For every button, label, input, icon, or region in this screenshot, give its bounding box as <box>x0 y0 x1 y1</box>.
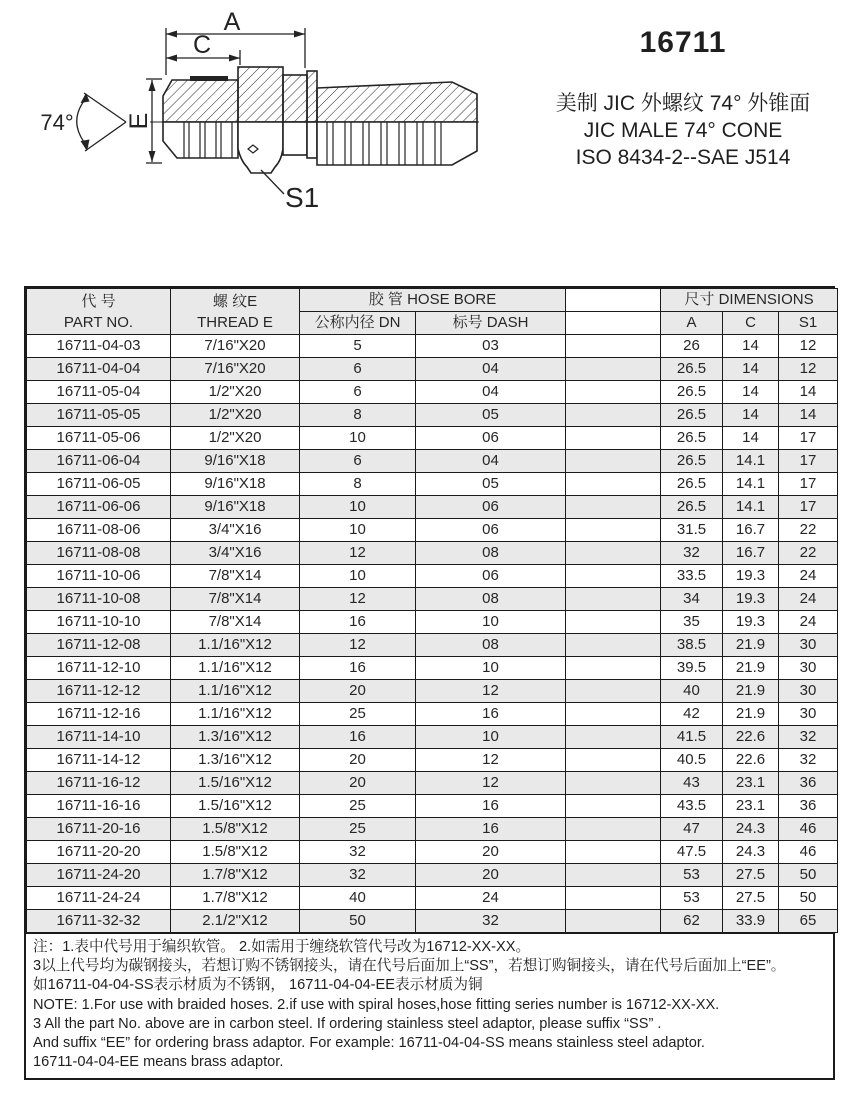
col-header-thread-cn: 螺 纹E <box>212 292 258 310</box>
table-cell: 1/2"X20 <box>171 404 300 427</box>
table-cell-spacer <box>566 358 661 381</box>
table-cell: 22.6 <box>723 726 779 749</box>
table-cell: 16 <box>300 657 416 680</box>
table-cell: 23.1 <box>723 795 779 818</box>
col-header-part-no-cn: 代 号 <box>81 292 116 310</box>
table-cell: 08 <box>416 588 566 611</box>
table-cell: 16711-16-16 <box>27 795 171 818</box>
table-row <box>27 519 838 542</box>
table-cell: 32 <box>416 910 566 933</box>
table-cell: 22 <box>779 542 838 565</box>
table-cell: 1.5/8"X12 <box>171 818 300 841</box>
arrow <box>149 151 156 162</box>
table-row <box>27 910 838 933</box>
col-header-thread-en: THREAD E <box>197 313 273 331</box>
table-cell: 23.1 <box>723 772 779 795</box>
table-cell: 10 <box>416 657 566 680</box>
table-cell: 10 <box>300 565 416 588</box>
s1-label: S1 <box>285 182 320 213</box>
table-cell: 9/16"X18 <box>171 496 300 519</box>
table-cell: 36 <box>779 795 838 818</box>
table-cell: 16.7 <box>723 519 779 542</box>
table-cell: 43 <box>661 772 723 795</box>
table-cell: 38.5 <box>661 634 723 657</box>
dim-a-label: A <box>223 8 241 36</box>
table-cell: 47 <box>661 818 723 841</box>
table-cell: 22.6 <box>723 749 779 772</box>
table-cell: 16711-20-16 <box>27 818 171 841</box>
table-cell-spacer <box>566 841 661 864</box>
note-line: 注：1.表中代号用于编织软管。 2.如需用于缠绕软管代号改为16712-XX-XX。 <box>33 939 531 955</box>
table-cell: 14.1 <box>723 496 779 519</box>
table-cell: 16711-05-06 <box>27 427 171 450</box>
table-cell: 1.1/16"X12 <box>171 680 300 703</box>
table-cell: 16711-12-10 <box>27 657 171 680</box>
table-cell-spacer <box>566 887 661 910</box>
table-cell-spacer <box>566 496 661 519</box>
table-cell-spacer <box>566 427 661 450</box>
table-cell-spacer <box>566 772 661 795</box>
thread-crest <box>190 76 228 81</box>
table-cell: 8 <box>300 473 416 496</box>
table-cell: 06 <box>416 565 566 588</box>
table-cell: 20 <box>300 749 416 772</box>
table-cell: 16711-08-06 <box>27 519 171 542</box>
table-cell: 33.9 <box>723 910 779 933</box>
table-cell: 14.1 <box>723 473 779 496</box>
table-cell: 30 <box>779 680 838 703</box>
table-cell: 32 <box>300 841 416 864</box>
table-cell: 19.3 <box>723 565 779 588</box>
table-cell: 30 <box>779 703 838 726</box>
title-block <box>510 26 856 171</box>
table-cell: 22 <box>779 519 838 542</box>
table-cell: 12 <box>300 542 416 565</box>
table-cell: 19.3 <box>723 611 779 634</box>
table-cell-spacer <box>566 749 661 772</box>
arrow <box>81 93 90 103</box>
table-cell-spacer <box>566 565 661 588</box>
subtitle-en: JIC MALE 74° CONE <box>583 119 783 142</box>
table-cell-spacer <box>566 381 661 404</box>
table-row <box>27 542 838 565</box>
table-row <box>27 795 838 818</box>
table-row <box>27 588 838 611</box>
table-cell: 27.5 <box>723 887 779 910</box>
table-cell: 16 <box>416 703 566 726</box>
note-line: 16711-04-04-EE means brass adaptor. <box>33 1054 284 1071</box>
table-cell: 16711-10-08 <box>27 588 171 611</box>
table-cell: 16711-06-06 <box>27 496 171 519</box>
col-header-a: A <box>661 312 723 335</box>
col-header-spacer-top <box>566 289 661 312</box>
table-cell: 1.5/16"X12 <box>171 772 300 795</box>
table-cell: 14 <box>723 427 779 450</box>
table-row <box>27 703 838 726</box>
table-cell: 7/16"X20 <box>171 335 300 358</box>
table-cell: 3/4"X16 <box>171 542 300 565</box>
table-cell: 40 <box>661 680 723 703</box>
table-cell: 7/8"X14 <box>171 588 300 611</box>
table-cell-spacer <box>566 473 661 496</box>
table-cell: 26.5 <box>661 496 723 519</box>
col-header-part-no <box>27 289 171 335</box>
table-cell: 24.3 <box>723 818 779 841</box>
table-cell: 12 <box>300 634 416 657</box>
table-cell: 06 <box>416 519 566 542</box>
table-cell: 1.3/16"X12 <box>171 726 300 749</box>
table-cell: 65 <box>779 910 838 933</box>
table-cell-spacer <box>566 588 661 611</box>
table-cell: 20 <box>416 841 566 864</box>
table-cell: 31.5 <box>661 519 723 542</box>
table-cell: 26.5 <box>661 427 723 450</box>
table-cell: 08 <box>416 542 566 565</box>
table-cell-spacer <box>566 611 661 634</box>
table-row <box>27 565 838 588</box>
col-header-dimensions: 尺寸 DIMENSIONS <box>661 289 838 312</box>
table-cell: 20 <box>300 772 416 795</box>
table-cell: 53 <box>661 864 723 887</box>
table-cell: 12 <box>416 772 566 795</box>
table-cell: 14 <box>723 404 779 427</box>
table-cell: 16 <box>416 818 566 841</box>
table-cell: 17 <box>779 473 838 496</box>
table-cell: 50 <box>779 887 838 910</box>
table-cell: 14 <box>779 404 838 427</box>
table-cell: 10 <box>300 519 416 542</box>
table-cell: 21.9 <box>723 657 779 680</box>
table-cell: 1.7/8"X12 <box>171 887 300 910</box>
table-cell-spacer <box>566 726 661 749</box>
table-row <box>27 358 838 381</box>
table-cell: 47.5 <box>661 841 723 864</box>
table-cell: 36 <box>779 772 838 795</box>
table-cell-spacer <box>566 634 661 657</box>
table-row <box>27 611 838 634</box>
table-cell: 50 <box>779 864 838 887</box>
table-row <box>27 772 838 795</box>
table-cell: 27.5 <box>723 864 779 887</box>
table-cell-spacer <box>566 864 661 887</box>
table-cell: 12 <box>779 335 838 358</box>
table-body <box>27 335 838 933</box>
table-cell: 16711-20-20 <box>27 841 171 864</box>
arrow <box>149 80 156 91</box>
table-cell: 12 <box>416 680 566 703</box>
table-cell: 26.5 <box>661 450 723 473</box>
table-cell: 14.1 <box>723 450 779 473</box>
table-cell: 9/16"X18 <box>171 450 300 473</box>
table-cell: 33.5 <box>661 565 723 588</box>
table-cell: 19.3 <box>723 588 779 611</box>
table-cell: 16711-05-05 <box>27 404 171 427</box>
col-header-s1: S1 <box>779 312 838 335</box>
table-row <box>27 887 838 910</box>
table-cell: 17 <box>779 450 838 473</box>
table-cell: 16711-08-08 <box>27 542 171 565</box>
table-cell: 30 <box>779 657 838 680</box>
subtitle-cn: 美制 JIC 外螺纹 74° 外锥面 <box>555 92 811 115</box>
table-cell: 24 <box>416 887 566 910</box>
table-cell: 7/8"X14 <box>171 611 300 634</box>
table-row <box>27 841 838 864</box>
note-line: 如16711-04-04-SS表示材质为不锈钢， 16711-04-04-EE表示材质为铜 <box>33 977 483 994</box>
table-cell: 40.5 <box>661 749 723 772</box>
fitting-section-upper <box>163 67 477 122</box>
col-header-part-no-en: PART NO. <box>63 313 134 331</box>
table-cell: 3/4"X16 <box>171 519 300 542</box>
table-cell: 2.1/2"X12 <box>171 910 300 933</box>
table-row <box>27 634 838 657</box>
table-cell: 26.5 <box>661 404 723 427</box>
table-row <box>27 657 838 680</box>
table-cell: 24.3 <box>723 841 779 864</box>
table-cell: 16711-12-16 <box>27 703 171 726</box>
table-row <box>27 404 838 427</box>
table-cell: 14 <box>723 335 779 358</box>
note-line: And suffix “EE” for ordering brass adaptor. For example: 16711-04-04-SS means stainless steel adaptor. <box>33 1035 705 1052</box>
table-frame <box>24 286 835 1080</box>
table-cell: 7/16"X20 <box>171 358 300 381</box>
table-cell: 03 <box>416 335 566 358</box>
table-cell: 1.5/16"X12 <box>171 795 300 818</box>
table-cell: 17 <box>779 427 838 450</box>
table-cell: 26.5 <box>661 358 723 381</box>
table-cell: 32 <box>779 749 838 772</box>
table-cell: 05 <box>416 473 566 496</box>
table-cell: 16711-12-08 <box>27 634 171 657</box>
table-cell: 26 <box>661 335 723 358</box>
part-series-title: 16711 <box>639 26 727 59</box>
table-cell-spacer <box>566 404 661 427</box>
table-cell-spacer <box>566 680 661 703</box>
standard-ref: ISO 8434-2--SAE J514 <box>575 146 791 169</box>
table-cell: 1.1/16"X12 <box>171 703 300 726</box>
note-line: 3以上代号均为碳钢接头，若想订购不锈钢接头，请在代号后面加上“SS”，若想订购铜接头，请在代号后面加上“EE”。 <box>33 958 786 975</box>
table-cell: 50 <box>300 910 416 933</box>
table-cell: 16 <box>300 611 416 634</box>
table-row <box>27 450 838 473</box>
table-cell: 16711-05-04 <box>27 381 171 404</box>
table-cell: 21.9 <box>723 680 779 703</box>
table-cell: 16711-10-10 <box>27 611 171 634</box>
table-cell: 17 <box>779 496 838 519</box>
table-row <box>27 818 838 841</box>
table-cell: 26.5 <box>661 381 723 404</box>
table-cell: 16711-32-32 <box>27 910 171 933</box>
table-cell: 14 <box>723 358 779 381</box>
table-cell: 43.5 <box>661 795 723 818</box>
table-row <box>27 726 838 749</box>
table-row <box>27 496 838 519</box>
table-row <box>27 680 838 703</box>
table-cell: 1.7/8"X12 <box>171 864 300 887</box>
table-cell: 21.9 <box>723 703 779 726</box>
table-cell: 9/16"X18 <box>171 473 300 496</box>
notes-block <box>26 933 833 1078</box>
table-cell: 24 <box>779 588 838 611</box>
table-cell-spacer <box>566 542 661 565</box>
col-header-thread <box>171 289 300 335</box>
table-cell: 25 <box>300 818 416 841</box>
fitting-view-lower <box>163 122 477 173</box>
table-row <box>27 381 838 404</box>
table-row <box>27 473 838 496</box>
table-row <box>27 749 838 772</box>
table-cell: 1.1/16"X12 <box>171 657 300 680</box>
table-cell: 6 <box>300 450 416 473</box>
table-cell: 46 <box>779 818 838 841</box>
table-cell: 39.5 <box>661 657 723 680</box>
col-header-dash: 标号 DASH <box>416 312 566 335</box>
table-cell: 30 <box>779 634 838 657</box>
table-cell: 26.5 <box>661 473 723 496</box>
table-cell: 10 <box>416 611 566 634</box>
spec-table <box>26 288 838 933</box>
note-line: NOTE: 1.For use with braided hoses. 2.if use with spiral hoses,hose fitting series number is 16712-XX-XX. <box>33 996 720 1013</box>
dim-c-label: C <box>192 31 212 59</box>
table-cell: 32 <box>779 726 838 749</box>
col-header-hose-bore: 胶 管 HOSE BORE <box>300 289 566 312</box>
table-cell: 7/8"X14 <box>171 565 300 588</box>
table-cell: 12 <box>416 749 566 772</box>
table-cell: 16711-10-06 <box>27 565 171 588</box>
table-cell: 25 <box>300 795 416 818</box>
table-cell: 16711-04-03 <box>27 335 171 358</box>
table-cell: 8 <box>300 404 416 427</box>
table-cell: 04 <box>416 381 566 404</box>
table-cell: 42 <box>661 703 723 726</box>
table-cell: 35 <box>661 611 723 634</box>
table-row <box>27 335 838 358</box>
table-cell: 16 <box>300 726 416 749</box>
table-cell-spacer <box>566 450 661 473</box>
table-cell-spacer <box>566 703 661 726</box>
table-cell: 24 <box>779 565 838 588</box>
table-cell: 40 <box>300 887 416 910</box>
table-cell: 62 <box>661 910 723 933</box>
table-cell: 04 <box>416 358 566 381</box>
arrow <box>294 31 305 38</box>
table-cell: 1/2"X20 <box>171 381 300 404</box>
table-cell: 16711-06-04 <box>27 450 171 473</box>
table-cell: 16 <box>416 795 566 818</box>
table-cell: 16711-12-12 <box>27 680 171 703</box>
table-cell: 05 <box>416 404 566 427</box>
table-cell-spacer <box>566 519 661 542</box>
table-cell: 04 <box>416 450 566 473</box>
table-cell: 34 <box>661 588 723 611</box>
col-header-c: C <box>723 312 779 335</box>
dim-e-label: E <box>125 112 153 130</box>
table-cell: 10 <box>416 726 566 749</box>
table-cell: 10 <box>300 427 416 450</box>
table-cell: 1.3/16"X12 <box>171 749 300 772</box>
table-cell: 16711-24-24 <box>27 887 171 910</box>
table-cell: 16.7 <box>723 542 779 565</box>
table-cell: 10 <box>300 496 416 519</box>
table-cell-spacer <box>566 818 661 841</box>
table-cell: 12 <box>300 588 416 611</box>
table-cell: 1/2"X20 <box>171 427 300 450</box>
table-cell: 20 <box>300 680 416 703</box>
table-cell: 14 <box>723 381 779 404</box>
technical-drawing <box>0 0 500 240</box>
angle-label: 74° <box>40 110 74 135</box>
col-header-dn: 公称内径 DN <box>300 312 416 335</box>
arrow <box>166 31 177 38</box>
table-cell: 1.1/16"X12 <box>171 634 300 657</box>
table-cell-spacer <box>566 657 661 680</box>
table-cell: 5 <box>300 335 416 358</box>
table-cell: 46 <box>779 841 838 864</box>
table-cell: 25 <box>300 703 416 726</box>
table-cell: 12 <box>779 358 838 381</box>
table-cell: 1.5/8"X12 <box>171 841 300 864</box>
table-cell: 16711-04-04 <box>27 358 171 381</box>
table-cell: 32 <box>661 542 723 565</box>
table-cell: 06 <box>416 496 566 519</box>
table-cell: 16711-06-05 <box>27 473 171 496</box>
table-cell-spacer <box>566 335 661 358</box>
table-row <box>27 427 838 450</box>
table-cell: 24 <box>779 611 838 634</box>
table-cell-spacer <box>566 910 661 933</box>
arrow <box>166 55 177 62</box>
note-line: 3 All the part No. above are in carbon steel. If ordering stainless steel adaptor, please suffix “SS” . <box>33 1015 662 1032</box>
table-row <box>27 864 838 887</box>
table-cell: 16711-14-10 <box>27 726 171 749</box>
table-cell-spacer <box>566 795 661 818</box>
table-cell: 06 <box>416 427 566 450</box>
table-cell: 20 <box>416 864 566 887</box>
table-cell: 16711-14-12 <box>27 749 171 772</box>
table-cell: 6 <box>300 358 416 381</box>
arrow <box>229 55 240 62</box>
table-cell: 53 <box>661 887 723 910</box>
table-cell: 6 <box>300 381 416 404</box>
table-cell: 16711-16-12 <box>27 772 171 795</box>
dim-e-label-group <box>125 113 153 130</box>
table-cell: 08 <box>416 634 566 657</box>
table-cell: 41.5 <box>661 726 723 749</box>
table-cell: 32 <box>300 864 416 887</box>
col-header-spacer-bottom <box>566 312 661 335</box>
table-cell: 21.9 <box>723 634 779 657</box>
table-cell: 16711-24-20 <box>27 864 171 887</box>
table-cell: 14 <box>779 381 838 404</box>
s1-leader <box>261 170 284 194</box>
